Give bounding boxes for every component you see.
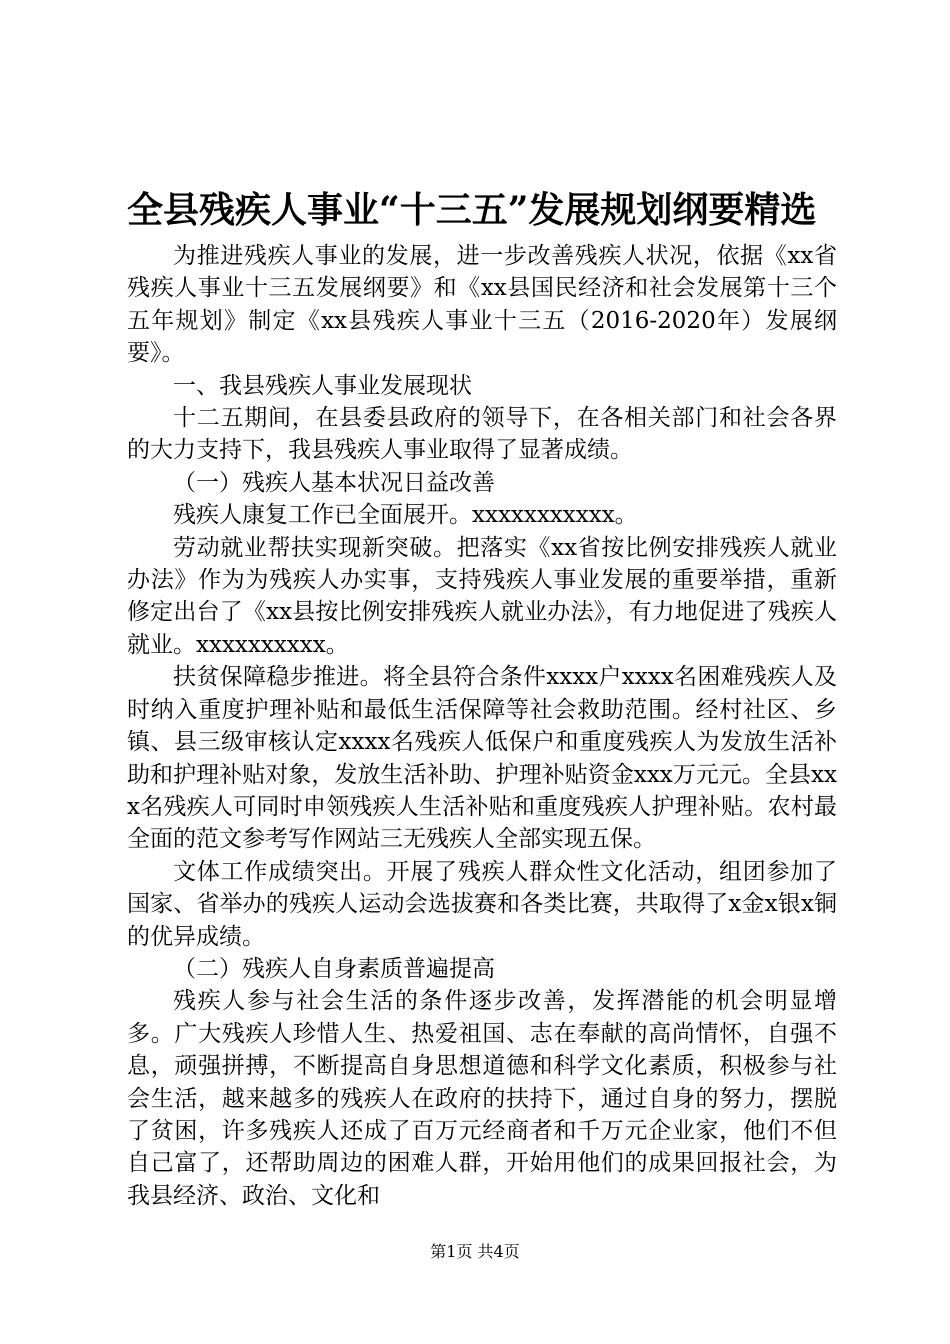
page-number-footer: 第1页 共4页 [430, 1242, 520, 1261]
section-heading-1: 一、我县残疾人事业发展现状 [173, 372, 472, 399]
document-body [127, 240, 837, 1212]
paragraph-culture-sports: 文体工作成绩突出。开展了残疾人群众性文化活动，组团参加了国家、省举办的残疾人运动会选拔赛和各类比赛，共取得了x金x银x铜的优异成绩。 [127, 858, 837, 950]
document-title: 全县残疾人事业“十三五”发展规划纲要精选 [127, 189, 817, 231]
paragraph-poverty-relief: 扶贫保障稳步推进。将全县符合条件xxxx户xxxx名困难残疾人及时纳入重度护理补贴和最低生活保障等社会救助范围。经村社区、乡镇、县三级审核认定xxxx名残疾人低保户和重度残疾人为发放生活补助和护理补贴对象，发放生活补助、护理补贴资金xxx万元元。全县xxx名残疾人可同时申领残疾人生活补贴和重度残疾人护理补贴。农村最全面的范文参考写作网站三无残疾人全部实现五保。 [127, 664, 837, 853]
subsection-heading-2: （二）残疾人自身素质普遍提高 [173, 955, 495, 982]
paragraph-employment: 劳动就业帮扶实现新突破。把落实《xx省按比例安排残疾人就业办法》作为为残疾人办实事，支持残疾人事业发展的重要举措，重新修定出台了《xx县按比例安排残疾人就业办法》，有力地促进了残疾人就业。xxxxxxxxxx。 [127, 534, 837, 658]
subsection-heading-1: （一）残疾人基本状况日益改善 [173, 469, 495, 496]
paragraph-intro: 为推进残疾人事业的发展，进一步改善残疾人状况，依据《xx省残疾人事业十三五发展纲要》和《xx县国民经济和社会发展第十三个五年规划》制定《xx县残疾人事业十三五（2016-2020年）发展纲要》。 [127, 243, 837, 367]
paragraph-rehabilitation: 残疾人康复工作已全面展开。xxxxxxxxxxx。 [173, 502, 638, 529]
paragraph-summary: 十二五期间，在县委县政府的领导下，在各相关部门和社会各界的大力支持下，我县残疾人事业取得了显著成绩。 [127, 405, 837, 464]
paragraph-social-participation: 残疾人参与社会生活的条件逐步改善，发挥潜能的机会明显增多。广大残疾人珍惜人生、热爱祖国、志在奉献的高尚情怀，自强不息，顽强拼搏，不断提高自身思想道德和科学文化素质，积极参与社会生活，越来越多的残疾人在政府的扶持下，通过自身的努力，摆脱了贫困，许多残疾人还成了百万元经商者和千万元企业家，他们不但自己富了，还帮助周边的困难人群，开始用他们的成果回报社会，为我县经济、政治、文化和 [127, 988, 837, 1209]
